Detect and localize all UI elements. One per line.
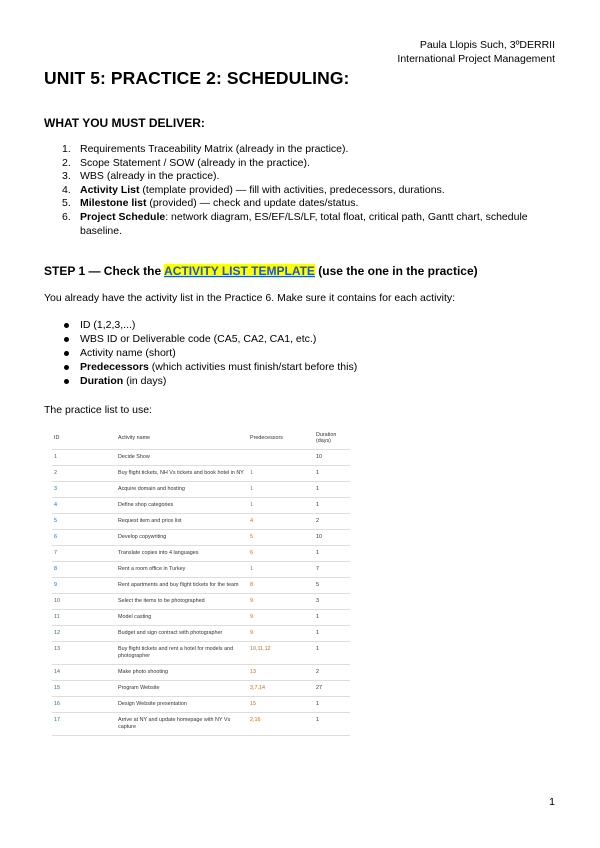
table-row bbox=[52, 665, 350, 681]
cell-activity-name: Buy flight tickets, NH Vs tickets and book hotel in NY bbox=[116, 466, 248, 482]
cell-activity-name: Define shop categories bbox=[116, 498, 248, 514]
document-title: UNIT 5: PRACTICE 2: SCHEDULING: bbox=[44, 68, 350, 88]
required-fields-list bbox=[64, 318, 357, 388]
deliver-item-text: Requirements Traceability Matrix (already in the practice). bbox=[80, 143, 349, 155]
cell-activity-name: Model casting bbox=[116, 610, 248, 626]
cell-id: 3 bbox=[52, 482, 116, 498]
cell-id: 10 bbox=[52, 594, 116, 610]
cell-id: 5 bbox=[52, 514, 116, 530]
field-item-text: Activity name (short) bbox=[80, 347, 176, 359]
deliver-item-number: 6. bbox=[62, 210, 71, 223]
cell-predecessors: 3,7,14 bbox=[248, 681, 314, 697]
cell-predecessors: 9 bbox=[248, 626, 314, 642]
cell-activity-name: Decide Show bbox=[116, 450, 248, 466]
cell-activity-name: Budget and sign contract with photographer bbox=[116, 626, 248, 642]
table-row bbox=[52, 562, 350, 578]
cell-duration: 7 bbox=[314, 562, 350, 578]
cell-id: 16 bbox=[52, 697, 116, 713]
table-row bbox=[52, 697, 350, 713]
deliver-list bbox=[62, 143, 562, 238]
cell-id: 9 bbox=[52, 578, 116, 594]
cell-predecessors: 9 bbox=[248, 594, 314, 610]
deliver-item-text: WBS (already in the practice). bbox=[80, 170, 220, 183]
table-row bbox=[52, 578, 350, 594]
cell-id: 4 bbox=[52, 498, 116, 514]
field-item-text: ID (1,2,3,...) bbox=[80, 319, 136, 331]
col-header-predecessors: Predecessors bbox=[248, 430, 314, 450]
cell-duration: 10 bbox=[314, 450, 350, 466]
cell-activity-name: Develop copywriting bbox=[116, 530, 248, 546]
cell-duration: 10 bbox=[314, 530, 350, 546]
table-row bbox=[52, 482, 350, 498]
cell-activity-name: Rent apartments and buy flight tickets for the team bbox=[116, 578, 248, 594]
deliver-item-bold: Milestone list bbox=[80, 197, 147, 210]
practice-list-label: The practice list to use: bbox=[44, 404, 152, 416]
deliver-heading: WHAT YOU MUST DELIVER: bbox=[44, 116, 205, 130]
cell-activity-name: Acquire domain and hosting bbox=[116, 482, 248, 498]
cell-id: 1 bbox=[52, 450, 116, 466]
cell-id: 11 bbox=[52, 610, 116, 626]
cell-activity-name: Program Website bbox=[116, 681, 248, 697]
cell-id: 8 bbox=[52, 562, 116, 578]
cell-activity-name: Arrive at NY and update homepage with NY Vs capture bbox=[116, 713, 248, 736]
cell-duration: 2 bbox=[314, 665, 350, 681]
cell-activity-name: Rent a room office in Turkey bbox=[116, 562, 248, 578]
table-row bbox=[52, 626, 350, 642]
field-item-text: (which activities must finish/start before this) bbox=[148, 361, 358, 373]
field-item-text: WBS ID or Deliverable code (CA5, CA2, CA1, etc.) bbox=[80, 333, 317, 345]
table-row bbox=[52, 466, 350, 482]
field-item bbox=[64, 318, 357, 332]
deliver-item-bold: Project Schedule bbox=[80, 210, 166, 223]
table-row bbox=[52, 530, 350, 546]
deliver-item-number: 5. bbox=[62, 197, 71, 210]
col-header-activity: Activity name bbox=[116, 430, 248, 450]
table-row bbox=[52, 594, 350, 610]
cell-duration: 1 bbox=[314, 610, 350, 626]
table-body bbox=[52, 450, 350, 736]
activity-list-template-link[interactable]: ACTIVITY LIST TEMPLATE bbox=[164, 264, 315, 278]
cell-duration: 5 bbox=[314, 578, 350, 594]
activity-table-image bbox=[52, 430, 350, 792]
deliver-item-bold: Activity List bbox=[80, 183, 140, 196]
cell-duration: 2 bbox=[314, 514, 350, 530]
cell-predecessors: 10,11,12 bbox=[248, 642, 314, 665]
cell-id: 17 bbox=[52, 713, 116, 736]
step1-suffix: (use the one in the practice) bbox=[314, 264, 478, 278]
cell-id: 12 bbox=[52, 626, 116, 642]
table-row bbox=[52, 713, 350, 736]
cell-duration: 1 bbox=[314, 546, 350, 562]
table-header-row bbox=[52, 430, 350, 450]
cell-predecessors: 9 bbox=[248, 610, 314, 626]
deliver-item bbox=[62, 143, 562, 157]
cell-predecessors: 2,16 bbox=[248, 713, 314, 736]
cell-predecessors bbox=[248, 450, 314, 466]
table-row bbox=[52, 681, 350, 697]
step1-heading bbox=[44, 264, 478, 278]
cell-duration: 3 bbox=[314, 594, 350, 610]
table-row bbox=[52, 610, 350, 626]
cell-predecessors: 6 bbox=[248, 546, 314, 562]
col-header-id: ID bbox=[52, 430, 116, 450]
deliver-item-text: Scope Statement / SOW (already in the practice). bbox=[80, 156, 310, 169]
deliver-item-text: (provided) — check and update dates/status. bbox=[146, 197, 359, 210]
field-item-bold: Duration bbox=[80, 375, 124, 387]
cell-duration: 1 bbox=[314, 482, 350, 498]
cell-duration: 27 bbox=[314, 681, 350, 697]
cell-predecessors: 15 bbox=[248, 697, 314, 713]
step1-intro: You already have the activity list in the Practice 6. Make sure it contains for each activity: bbox=[44, 292, 456, 304]
author-name: Paula Llopis Such, 3ºDERRII bbox=[419, 39, 555, 51]
cell-predecessors: 5 bbox=[248, 530, 314, 546]
cell-id: 13 bbox=[52, 642, 116, 665]
cell-id: 7 bbox=[52, 546, 116, 562]
deliver-item-text: : network diagram, ES/EF/LS/LF, total float, critical path, Gantt chart, schedule baseline. bbox=[80, 210, 528, 237]
table-row bbox=[52, 514, 350, 530]
col-header-duration: Duration (days) bbox=[314, 430, 350, 450]
cell-id: 6 bbox=[52, 530, 116, 546]
page-number: 1 bbox=[549, 796, 555, 808]
deliver-item-number: 4. bbox=[62, 183, 71, 196]
cell-activity-name: Request item and price list bbox=[116, 514, 248, 530]
field-item-bold: Predecessors bbox=[80, 361, 149, 373]
course-name: International Project Management bbox=[397, 53, 555, 65]
cell-id: 15 bbox=[52, 681, 116, 697]
deliver-item-number: 1. bbox=[62, 143, 71, 155]
cell-predecessors: 1 bbox=[248, 562, 314, 578]
cell-predecessors: 13 bbox=[248, 665, 314, 681]
cell-activity-name: Buy flight tickets and rent a hotel for models and photographer bbox=[116, 642, 248, 665]
cell-id: 2 bbox=[52, 466, 116, 482]
deliver-item bbox=[62, 197, 562, 211]
table-row bbox=[52, 498, 350, 514]
deliver-item-number: 2. bbox=[62, 156, 71, 169]
cell-duration: 1 bbox=[314, 626, 350, 642]
cell-activity-name: Make photo shooting bbox=[116, 665, 248, 681]
cell-duration: 1 bbox=[314, 466, 350, 482]
cell-duration: 1 bbox=[314, 498, 350, 514]
table-row bbox=[52, 642, 350, 665]
activity-table bbox=[52, 430, 350, 736]
table-row bbox=[52, 546, 350, 562]
cell-duration: 1 bbox=[314, 642, 350, 665]
deliver-item-text: (template provided) — fill with activities, predecessors, durations. bbox=[139, 183, 445, 196]
cell-predecessors: 1 bbox=[248, 482, 314, 498]
deliver-item bbox=[62, 184, 562, 198]
deliver-item-number: 3. bbox=[62, 170, 71, 183]
cell-predecessors: 1 bbox=[248, 498, 314, 514]
cell-id: 14 bbox=[52, 665, 116, 681]
field-item bbox=[64, 346, 357, 360]
field-item bbox=[64, 332, 357, 346]
cell-predecessors: 1 bbox=[248, 466, 314, 482]
field-item bbox=[64, 360, 357, 374]
cell-activity-name: Design Website presentation bbox=[116, 697, 248, 713]
table-row bbox=[52, 450, 350, 466]
deliver-item bbox=[62, 211, 562, 238]
field-item bbox=[64, 374, 357, 388]
cell-predecessors: 4 bbox=[248, 514, 314, 530]
field-item-text: (in days) bbox=[123, 375, 167, 387]
step1-prefix: STEP 1 — Check the bbox=[44, 264, 165, 278]
page-header bbox=[397, 38, 555, 66]
cell-duration: 1 bbox=[314, 713, 350, 736]
deliver-item bbox=[62, 170, 562, 184]
cell-activity-name: Select the items to be photographed bbox=[116, 594, 248, 610]
cell-predecessors: 8 bbox=[248, 578, 314, 594]
cell-activity-name: Translate copies into 4 languages bbox=[116, 546, 248, 562]
cell-duration: 1 bbox=[314, 697, 350, 713]
deliver-item bbox=[62, 157, 562, 171]
